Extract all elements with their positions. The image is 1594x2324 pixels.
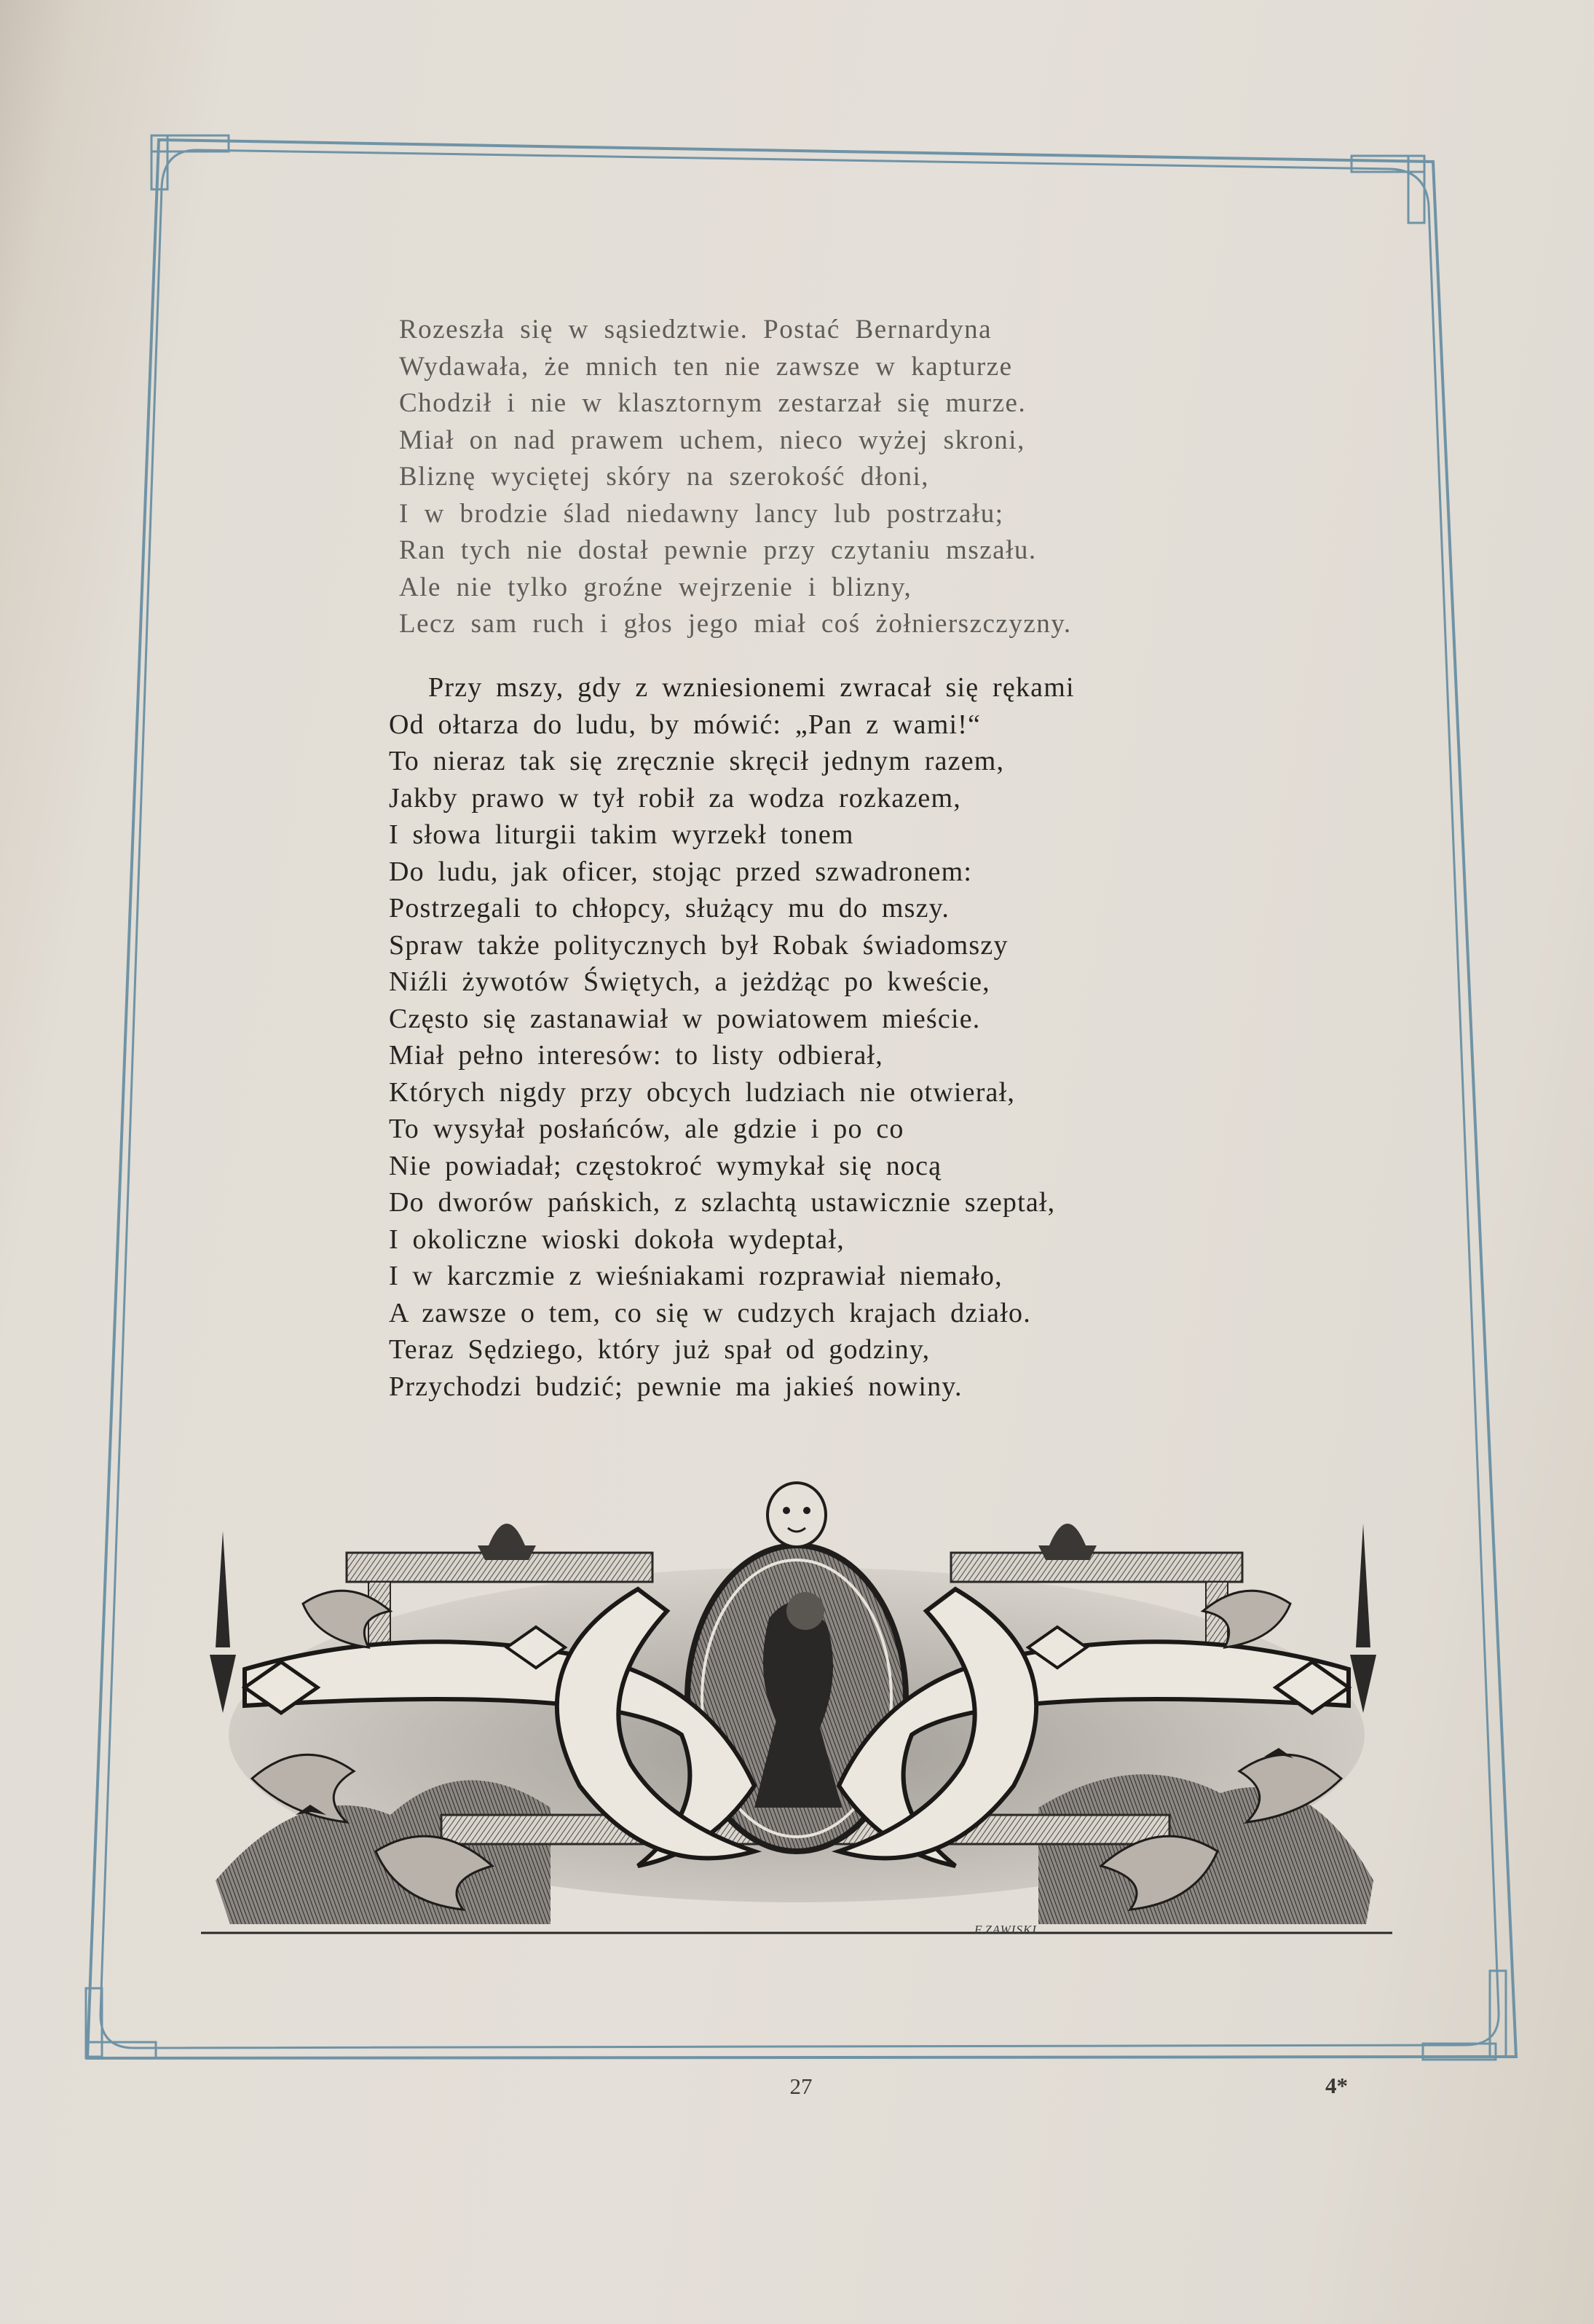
printer-signature-mark: 4*	[1325, 2073, 1348, 2098]
verse-line: Wydawała, że mnich ten nie zawsze w kapturze	[399, 351, 1013, 382]
verse-line: Teraz Sędziego, który już spał od godziny,	[389, 1334, 931, 1365]
verse-line: Spraw także politycznych był Robak świadomszy	[389, 929, 1009, 961]
verse-line: Postrzegali to chłopcy, służący mu do mszy.	[389, 893, 950, 923]
engraver-signature: F.ZAWISKI	[974, 1923, 1037, 1937]
verse-line: I okoliczne wioski dokoła wydeptał,	[389, 1224, 845, 1255]
verse-line: To nieraz tak się zręcznie skręcił jednym razem,	[389, 746, 1005, 776]
verse-line: I w brodzie ślad niedawny lancy lub postrzału;	[399, 498, 1004, 529]
verse-line: Ale nie tylko groźne wejrzenie i blizny,	[399, 572, 912, 602]
verse-line: To wysyłał posłańców, ale gdzie i po co	[389, 1114, 904, 1144]
verse-line: I w karczmie z wieśniakami rozprawiał niemało,	[389, 1261, 1003, 1291]
verse-line: Od ołtarza do ludu, by mówić: „Pan z wami!“	[389, 709, 982, 740]
verse-line: I słowa liturgii takim wyrzekł tonem	[389, 819, 854, 850]
verse-line: Chodził i nie w klasztornym zestarzał się murze.	[399, 388, 1027, 418]
engraved-tailpiece-illustration	[201, 1473, 1392, 1943]
verse-line: Jakby prawo w tył robił za wodza rozkazem,	[389, 782, 961, 814]
verse-line: Nie powiadał; częstokroć wymykał się nocą	[389, 1150, 942, 1181]
verse-line: Których nigdy przy obcych ludziach nie otwierał,	[389, 1076, 1016, 1108]
verse-line: Do ludu, jak oficer, stojąc przed szwadronem:	[389, 856, 973, 887]
verse-line: Rozeszła się w sąsiedztwie. Postać Bernardyna	[399, 315, 993, 344]
verse-line: Przychodzi budzić; pewnie ma jakieś nowiny.	[389, 1371, 963, 1402]
poem-stanza-1	[399, 312, 1072, 643]
verse-line: Miał pełno interesów: to listy odbierał,	[389, 1040, 884, 1071]
poem-stanza-2	[389, 669, 1075, 1405]
verse-line: Ran tych nie dostał pewnie przy czytaniu mszału.	[399, 535, 1037, 565]
verse-line: A zawsze o tem, co się w cudzych krajach działo.	[389, 1297, 1031, 1328]
verse-line: Lecz sam ruch i głos jego miał coś żołnierszczyzny.	[399, 609, 1072, 639]
verse-line: Do dworów pańskich, z szlachtą ustawicznie szeptał,	[389, 1187, 1056, 1218]
verse-line: Przy mszy, gdy z wzniesionemi zwracał się rękami	[428, 672, 1075, 703]
page-number: 27	[789, 2073, 813, 2099]
verse-line: Bliznę wyciętej skóry na szerokość dłoni,	[399, 462, 929, 492]
verse-line: Niźli żywotów Świętych, a jeżdżąc po kweście,	[389, 966, 990, 997]
verse-line: Miał on nad prawem uchem, nieco wyżej skroni,	[399, 425, 1025, 455]
verse-line: Często się zastanawiał w powiatowem mieście.	[389, 1003, 981, 1034]
